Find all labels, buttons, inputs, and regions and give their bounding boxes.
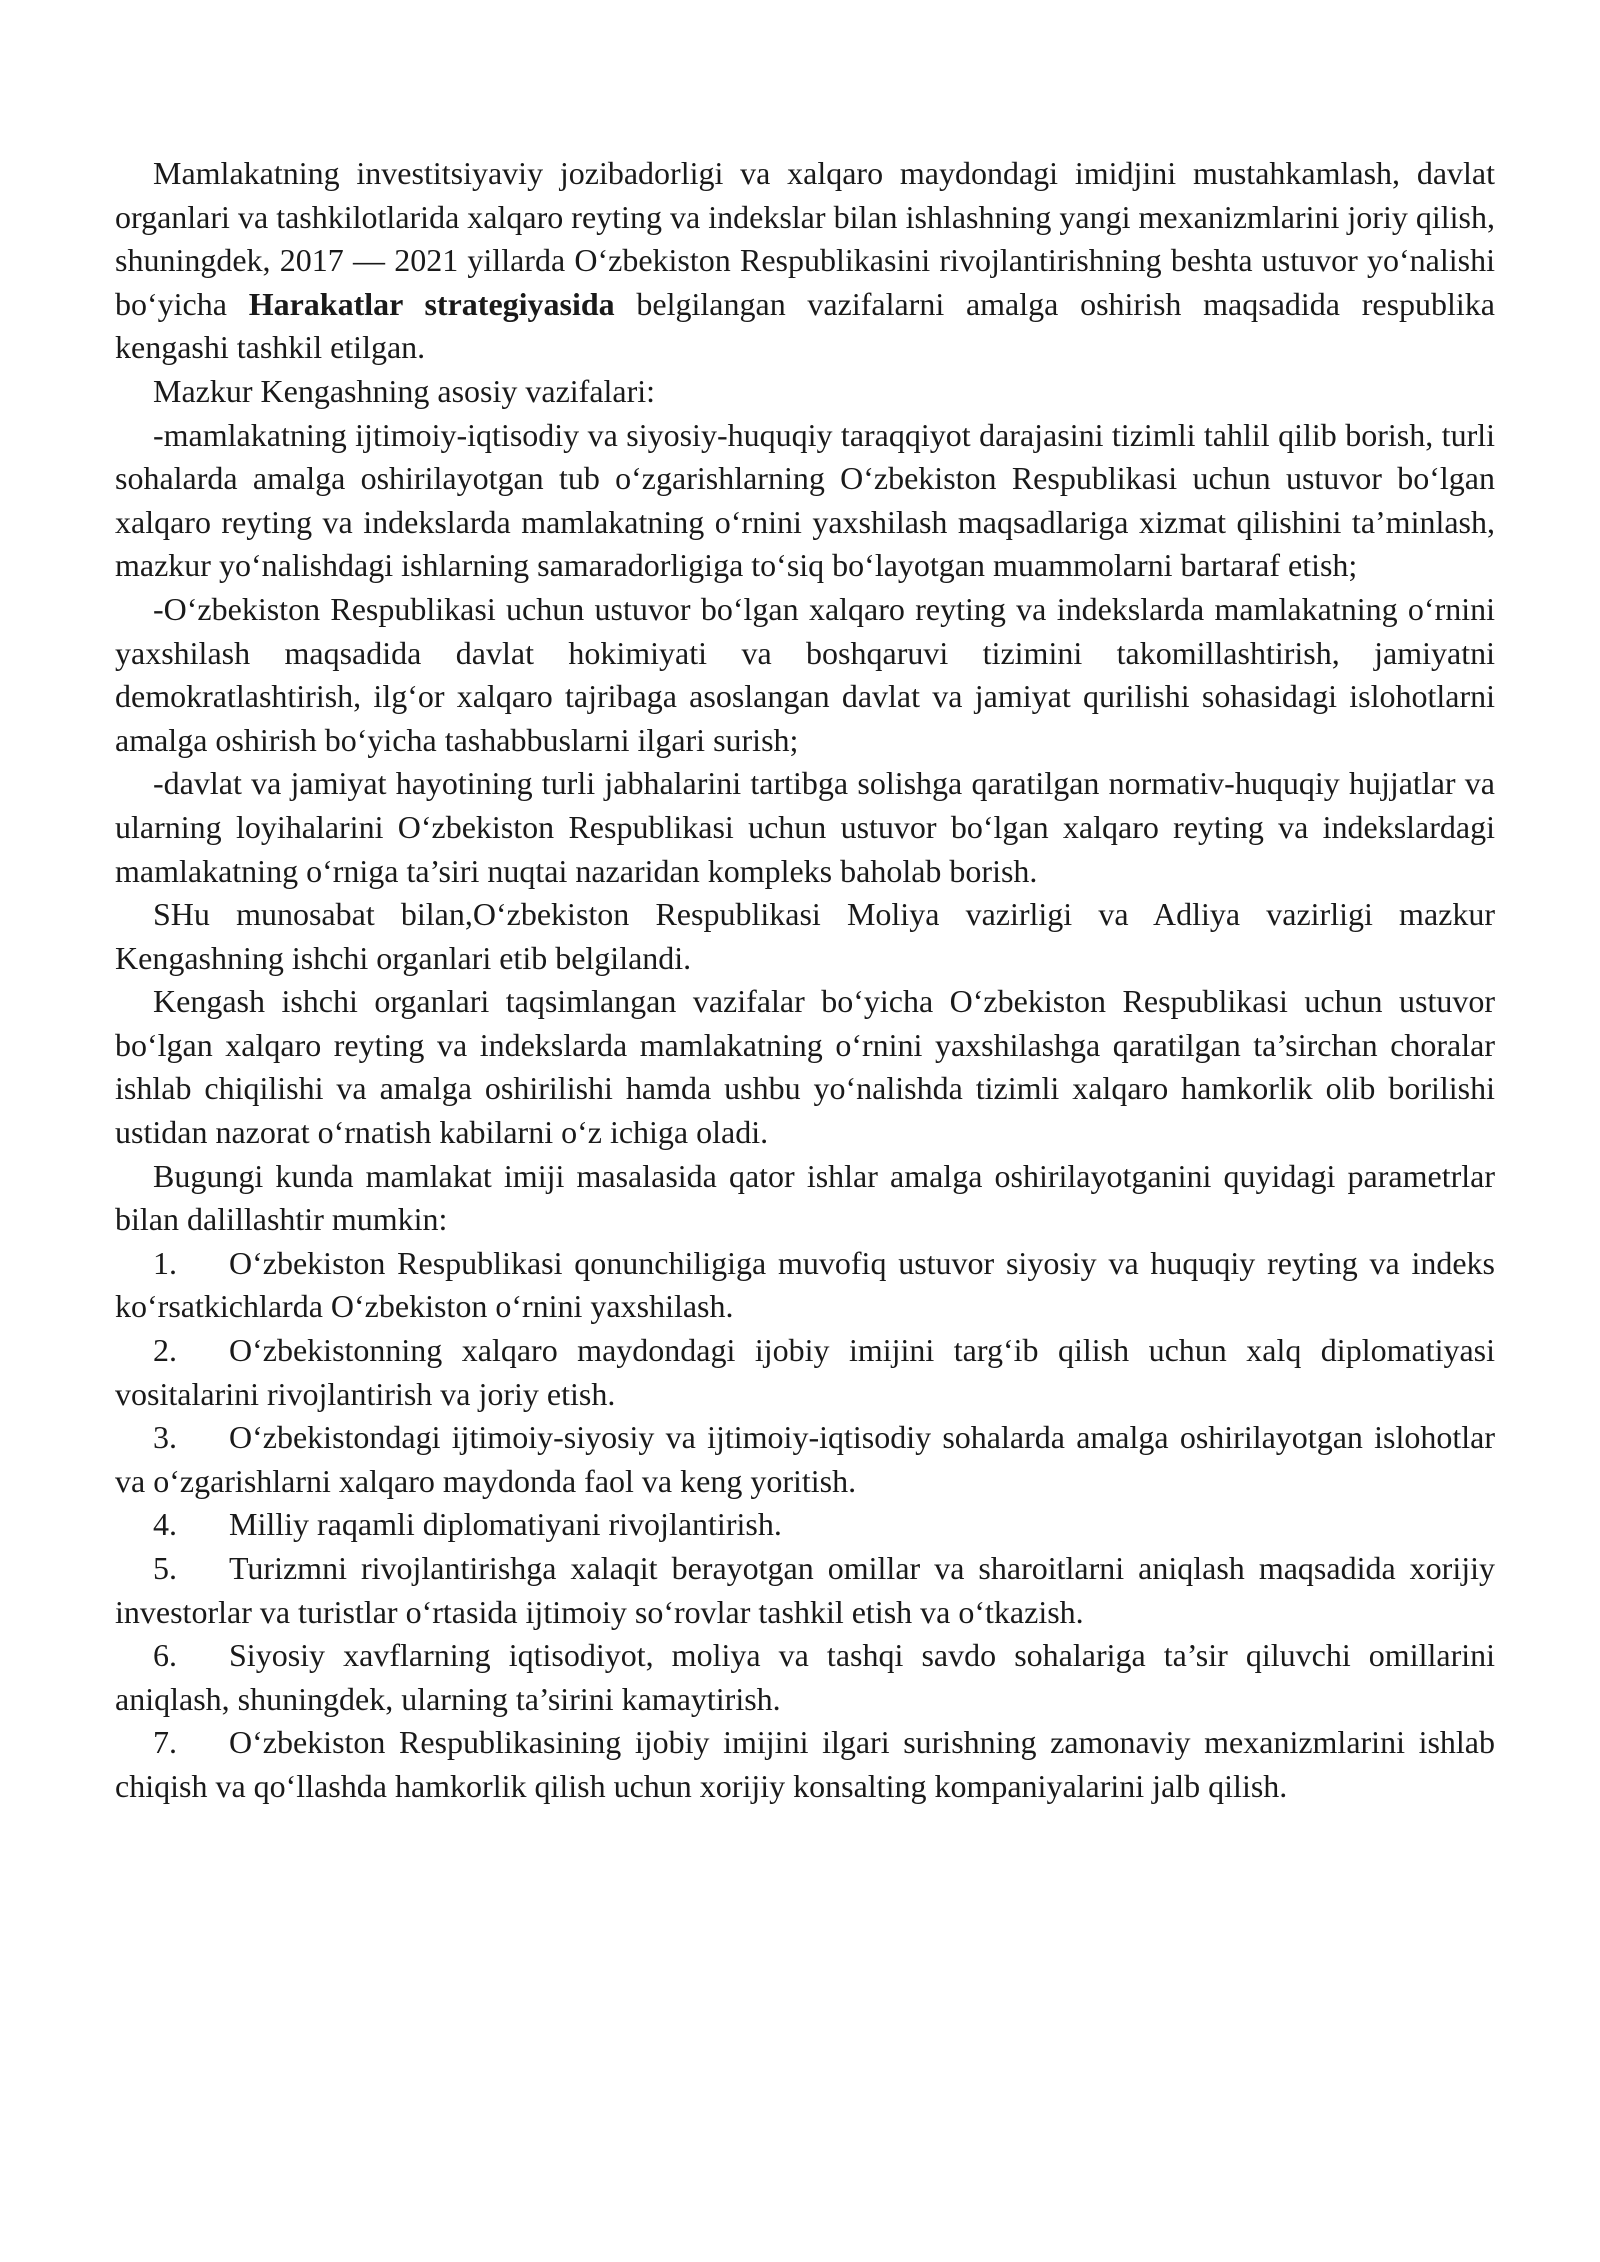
document-page <box>115 152 1495 1809</box>
numbered-item <box>115 1634 1495 1721</box>
item-text: Milliy raqamli diplomatiyani rivojlantirish. <box>229 1506 782 1543</box>
intro-text-end: belgilangan vazifalarni amalga oshirish maqsadida respublika kengashi tashkil etilgan. <box>115 285 1496 366</box>
task-item: -davlat va jamiyat hayotining turli jabhalarini tartibga solishga qaratilgan normativ-huquqiy hujjatlar va ularning loyihalarini O‘zbekiston Respublikasi uchun ustuvor bo‘lgan xalqaro reyting va indekslardagi mamlakatning o‘rniga ta’siri nuqtai nazaridan kompleks baholab borish. <box>115 765 1495 889</box>
tasks-heading: Mazkur Kengashning asosiy vazifalari: <box>153 372 656 409</box>
numbered-item <box>115 1547 1495 1634</box>
numbered-item <box>115 1329 1495 1416</box>
item-number: 1. <box>153 1244 177 1281</box>
duties-paragraph: Kengash ishchi organlari taqsimlangan vazifalar bo‘yicha O‘zbekiston Respublikasi uchun ustuvor bo‘lgan xalqaro reyting va indekslarda mamlakatning o‘rnini yaxshilashga qaratilgan ta’sirchan choralar ishlab chiqilishi va amalga oshirilishi hamda ushbu yo‘nalishda tizimli xalqaro hamkorlik olib borilishi ustidan nazorat o‘rnatish kabilarni o‘z ichiga oladi. <box>115 983 1495 1151</box>
numbered-item <box>115 1503 1495 1547</box>
item-text: O‘zbekistondagi ijtimoiy-siyosiy va ijtimoiy-iqtisodiy sohalarda amalga oshirilayotgan islohotlar va o‘zgarishlarni xalqaro maydonda faol va keng yoritish. <box>115 1419 1495 1499</box>
item-text: Siyosiy xavflarning iqtisodiyot, moliya va tashqi savdo sohalariga ta’sir qiluvchi omillarini aniqlash, shuningdek, ularning ta’sirini kamaytirish. <box>115 1637 1495 1717</box>
item-number: 5. <box>153 1550 177 1586</box>
item-number: 2. <box>153 1332 177 1369</box>
numbered-item <box>115 1721 1495 1808</box>
task-item: -O‘zbekiston Respublikasi uchun ustuvor bo‘lgan xalqaro reyting va indekslarda mamlakatning o‘rnini yaxshilash maqsadida davlat hokimiyati va boshqaruvi tizimini takomillashtirish, jamiyatni demokratlashtirish, ilg‘or xalqaro tajribaga asoslangan davlat va jamiyat qurilishi sohasidagi islohotlarni amalga oshirish bo‘yicha tashabbuslarni ilgari surish; <box>115 590 1495 758</box>
item-text: O‘zbekiston Respublikasining ijobiy imijini ilgari surishning zamonaviy mexanizmlarini ishlab chiqish va qo‘llashda hamkorlik qilish uchun xorijiy konsalting kompaniyalarini jalb qilish. <box>115 1724 1495 1804</box>
item-number: 6. <box>153 1637 177 1674</box>
numbered-item <box>115 1416 1495 1503</box>
intro-paragraph <box>115 152 1495 370</box>
working-bodies-paragraph: SHu munosabat bilan,O‘zbekiston Respublikasi Moliya vazirligi va Adliya vazirligi mazkur Kengashning ishchi organlari etib belgilandi. <box>115 896 1495 976</box>
item-text: Turizmni rivojlantirishga xalaqit berayotgan omillar va sharoitlarni aniqlash maqsadida xorijiy investorlar va turistlar o‘rtasida ijtimoiy so‘rovlar tashkil etish va o‘tkazish. <box>115 1550 1495 1630</box>
strategy-name-bold: Harakatlar strategiyasida <box>248 285 615 322</box>
today-paragraph: Bugungi kunda mamlakat imiji masalasida qator ishlar amalga oshirilayotganini quyidagi parametrlar bilan dalillashtir mumkin: <box>115 1157 1495 1238</box>
numbered-item <box>115 1242 1495 1329</box>
item-text: O‘zbekiston Respublikasi qonunchiligiga muvofiq ustuvor siyosiy va huquqiy reyting va indeks ko‘rsatkichlarda O‘zbekiston o‘rnini yaxshilash. <box>115 1244 1495 1325</box>
item-text: O‘zbekistonning xalqaro maydondagi ijobiy imijini targ‘ib qilish uchun xalq diplomatiyasi vositalarini rivojlantirish va joriy etish. <box>115 1332 1495 1412</box>
item-number: 3. <box>153 1419 177 1456</box>
item-number: 4. <box>153 1506 177 1543</box>
intro-text-start: Mamlakatning investitsiyaviy jozibadorligi va xalqaro maydondagi imidjini mustahkamlash, davlat organlari va tashkilotlarida xalqaro reyting va indekslar bilan ishlashning yangi mexanizmlarini joriy qilish, shuningdek, 2017 — 2021 yillarda O‘zbekiston Respublikasini rivojlantirishning beshta ustuvor yo‘nalishi bo‘yicha <box>115 155 1495 322</box>
task-item: -mamlakatning ijtimoiy-iqtisodiy va siyosiy-huquqiy taraqqiyot darajasini tizimli tahlil qilib borish, turli sohalarda amalga oshirilayotgan tub o‘zgarishlarning O‘zbekiston Respublikasi uchun ustuvor bo‘lgan xalqaro reyting va indekslarda mamlakatning o‘rnini yaxshilash maqsadlariga xizmat qilishini ta’minlash, mazkur yo‘nalishdagi ishlarning samaradorligiga to‘siq bo‘layotgan muammolarni bartaraf etish; <box>115 416 1495 584</box>
item-number: 7. <box>153 1724 177 1761</box>
